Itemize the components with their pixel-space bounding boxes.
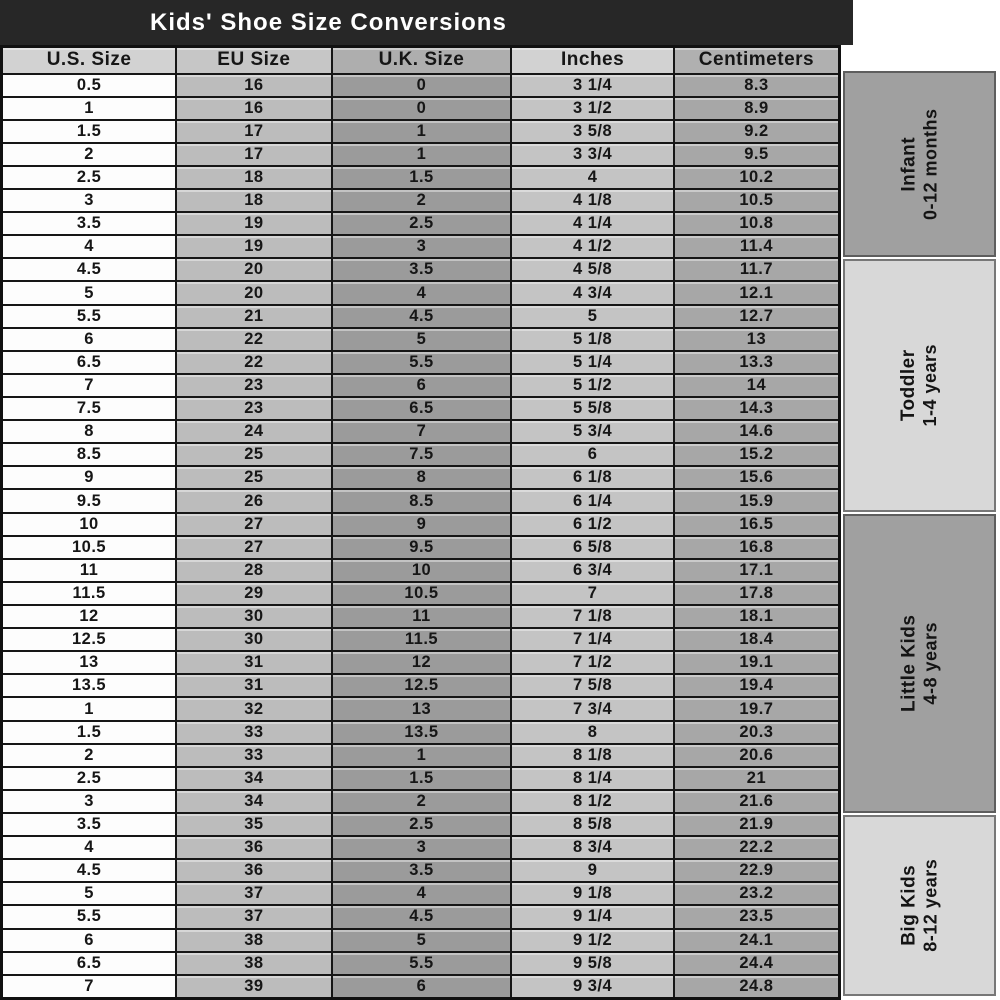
cell-us-size: 4	[2, 235, 177, 258]
cell-inches: 9 3/4	[511, 975, 674, 999]
cell-centimeters: 20.6	[674, 744, 840, 767]
cell-eu-size: 18	[176, 189, 332, 212]
cell-centimeters: 17.8	[674, 582, 840, 605]
cell-us-size: 11	[2, 559, 177, 582]
table-row	[2, 605, 840, 628]
cell-eu-size: 24	[176, 420, 332, 443]
cell-uk-size: 10	[332, 559, 512, 582]
cell-uk-size: 5	[332, 328, 512, 351]
table-row	[2, 305, 840, 328]
size-conversion-table	[0, 45, 841, 1000]
cell-eu-size: 34	[176, 767, 332, 790]
cell-eu-size: 19	[176, 212, 332, 235]
table-row	[2, 744, 840, 767]
cell-uk-size: 3.5	[332, 859, 512, 882]
cell-uk-size: 3	[332, 235, 512, 258]
cell-eu-size: 20	[176, 281, 332, 304]
cell-us-size: 12.5	[2, 628, 177, 651]
cell-uk-size: 5	[332, 929, 512, 952]
table-row	[2, 374, 840, 397]
cell-us-size: 13.5	[2, 674, 177, 697]
table-row	[2, 721, 840, 744]
table-row	[2, 559, 840, 582]
table-row	[2, 813, 840, 836]
column-header-us-size: U.S. Size	[2, 47, 177, 74]
cell-uk-size: 6	[332, 374, 512, 397]
cell-inches: 8 1/4	[511, 767, 674, 790]
cell-eu-size: 35	[176, 813, 332, 836]
cell-inches: 9 1/8	[511, 882, 674, 905]
table-row	[2, 189, 840, 212]
table-row	[2, 328, 840, 351]
cell-inches: 7 1/8	[511, 605, 674, 628]
age-group-range: 1-4 years	[920, 344, 941, 427]
cell-us-size: 11.5	[2, 582, 177, 605]
cell-inches: 8	[511, 721, 674, 744]
table-row	[2, 489, 840, 512]
cell-uk-size: 4	[332, 281, 512, 304]
cell-centimeters: 16.8	[674, 536, 840, 559]
table-row	[2, 929, 840, 952]
cell-us-size: 8.5	[2, 443, 177, 466]
cell-us-size: 10.5	[2, 536, 177, 559]
cell-inches: 9 1/4	[511, 905, 674, 928]
cell-us-size: 2	[2, 143, 177, 166]
cell-us-size: 2.5	[2, 767, 177, 790]
cell-centimeters: 8.9	[674, 97, 840, 120]
column-header-eu-size: EU Size	[176, 47, 332, 74]
cell-eu-size: 18	[176, 166, 332, 189]
cell-us-size: 5.5	[2, 305, 177, 328]
table-row	[2, 235, 840, 258]
cell-centimeters: 16.5	[674, 513, 840, 536]
cell-uk-size: 8	[332, 466, 512, 489]
age-group-name: Infant	[898, 136, 920, 192]
cell-centimeters: 9.2	[674, 120, 840, 143]
cell-centimeters: 23.2	[674, 882, 840, 905]
cell-eu-size: 29	[176, 582, 332, 605]
cell-uk-size: 4.5	[332, 905, 512, 928]
cell-centimeters: 10.2	[674, 166, 840, 189]
cell-eu-size: 37	[176, 905, 332, 928]
table-row	[2, 513, 840, 536]
cell-centimeters: 11.7	[674, 258, 840, 281]
cell-eu-size: 16	[176, 97, 332, 120]
cell-inches: 7	[511, 582, 674, 605]
age-group-toddler	[843, 259, 996, 512]
cell-us-size: 3.5	[2, 212, 177, 235]
cell-eu-size: 17	[176, 143, 332, 166]
cell-uk-size: 1	[332, 120, 512, 143]
age-group-label	[898, 859, 941, 952]
cell-eu-size: 26	[176, 489, 332, 512]
cell-uk-size: 9	[332, 513, 512, 536]
cell-centimeters: 10.5	[674, 189, 840, 212]
cell-centimeters: 22.2	[674, 836, 840, 859]
cell-centimeters: 18.4	[674, 628, 840, 651]
cell-centimeters: 14	[674, 374, 840, 397]
cell-us-size: 5	[2, 882, 177, 905]
cell-inches: 3 3/4	[511, 143, 674, 166]
cell-inches: 6 3/4	[511, 559, 674, 582]
cell-inches: 6	[511, 443, 674, 466]
age-group-infant	[843, 71, 996, 257]
cell-centimeters: 10.8	[674, 212, 840, 235]
cell-uk-size: 7.5	[332, 443, 512, 466]
column-header-inches: Inches	[511, 47, 674, 74]
cell-us-size: 0.5	[2, 74, 177, 97]
cell-inches: 8 5/8	[511, 813, 674, 836]
cell-centimeters: 21.9	[674, 813, 840, 836]
cell-us-size: 12	[2, 605, 177, 628]
cell-eu-size: 16	[176, 74, 332, 97]
table-row	[2, 397, 840, 420]
table-row	[2, 674, 840, 697]
cell-inches: 8 1/2	[511, 790, 674, 813]
table-row	[2, 952, 840, 975]
cell-centimeters: 21.6	[674, 790, 840, 813]
age-group-label	[898, 615, 941, 712]
age-group-big-kids	[843, 815, 996, 996]
cell-inches: 5 1/4	[511, 351, 674, 374]
table-row	[2, 120, 840, 143]
age-group-label	[898, 344, 941, 427]
cell-centimeters: 8.3	[674, 74, 840, 97]
cell-inches: 4 5/8	[511, 258, 674, 281]
title-bar	[0, 0, 853, 45]
table-row	[2, 582, 840, 605]
table-row	[2, 651, 840, 674]
page-title: Kids' Shoe Size Conversions	[150, 9, 507, 36]
table-row	[2, 767, 840, 790]
cell-uk-size: 2.5	[332, 212, 512, 235]
cell-centimeters: 15.2	[674, 443, 840, 466]
cell-uk-size: 0	[332, 74, 512, 97]
cell-inches: 5	[511, 305, 674, 328]
cell-centimeters: 15.6	[674, 466, 840, 489]
cell-us-size: 6.5	[2, 952, 177, 975]
cell-uk-size: 3.5	[332, 258, 512, 281]
cell-centimeters: 12.7	[674, 305, 840, 328]
cell-us-size: 1	[2, 97, 177, 120]
cell-us-size: 3	[2, 790, 177, 813]
cell-centimeters: 19.7	[674, 697, 840, 720]
cell-uk-size: 4	[332, 882, 512, 905]
cell-uk-size: 9.5	[332, 536, 512, 559]
cell-centimeters: 21	[674, 767, 840, 790]
cell-centimeters: 13	[674, 328, 840, 351]
cell-us-size: 9	[2, 466, 177, 489]
cell-uk-size: 3	[332, 836, 512, 859]
table-row	[2, 351, 840, 374]
cell-uk-size: 0	[332, 97, 512, 120]
table-row	[2, 790, 840, 813]
table-row	[2, 466, 840, 489]
cell-inches: 3 1/2	[511, 97, 674, 120]
cell-us-size: 6.5	[2, 351, 177, 374]
cell-eu-size: 31	[176, 674, 332, 697]
age-group-range: 4-8 years	[920, 622, 941, 705]
age-group-sidebar	[843, 0, 998, 1000]
cell-centimeters: 24.1	[674, 929, 840, 952]
cell-us-size: 1.5	[2, 120, 177, 143]
cell-centimeters: 19.1	[674, 651, 840, 674]
cell-centimeters: 19.4	[674, 674, 840, 697]
cell-centimeters: 17.1	[674, 559, 840, 582]
cell-centimeters: 13.3	[674, 351, 840, 374]
cell-uk-size: 8.5	[332, 489, 512, 512]
cell-inches: 4 1/8	[511, 189, 674, 212]
cell-centimeters: 24.8	[674, 975, 840, 999]
cell-us-size: 10	[2, 513, 177, 536]
cell-uk-size: 10.5	[332, 582, 512, 605]
cell-eu-size: 34	[176, 790, 332, 813]
cell-us-size: 6	[2, 328, 177, 351]
cell-inches: 3 1/4	[511, 74, 674, 97]
cell-centimeters: 22.9	[674, 859, 840, 882]
table-row	[2, 697, 840, 720]
cell-inches: 5 5/8	[511, 397, 674, 420]
cell-eu-size: 37	[176, 882, 332, 905]
cell-eu-size: 25	[176, 466, 332, 489]
cell-eu-size: 27	[176, 536, 332, 559]
cell-uk-size: 2	[332, 790, 512, 813]
table-row	[2, 836, 840, 859]
cell-eu-size: 25	[176, 443, 332, 466]
cell-uk-size: 1.5	[332, 767, 512, 790]
cell-eu-size: 21	[176, 305, 332, 328]
cell-inches: 7 1/2	[511, 651, 674, 674]
cell-us-size: 4.5	[2, 859, 177, 882]
cell-us-size: 5	[2, 281, 177, 304]
cell-inches: 6 1/4	[511, 489, 674, 512]
table-row	[2, 905, 840, 928]
cell-uk-size: 7	[332, 420, 512, 443]
age-group-little-kids	[843, 514, 996, 813]
cell-centimeters: 15.9	[674, 489, 840, 512]
cell-uk-size: 11	[332, 605, 512, 628]
cell-inches: 7 1/4	[511, 628, 674, 651]
column-header-uk-size: U.K. Size	[332, 47, 512, 74]
cell-eu-size: 31	[176, 651, 332, 674]
age-group-range: 0-12 months	[920, 108, 941, 220]
cell-eu-size: 33	[176, 744, 332, 767]
cell-eu-size: 39	[176, 975, 332, 999]
table-row	[2, 74, 840, 97]
cell-inches: 5 3/4	[511, 420, 674, 443]
cell-eu-size: 28	[176, 559, 332, 582]
cell-us-size: 1.5	[2, 721, 177, 744]
cell-inches: 6 5/8	[511, 536, 674, 559]
cell-eu-size: 30	[176, 628, 332, 651]
cell-centimeters: 18.1	[674, 605, 840, 628]
cell-inches: 5 1/8	[511, 328, 674, 351]
cell-inches: 3 5/8	[511, 120, 674, 143]
cell-eu-size: 27	[176, 513, 332, 536]
cell-uk-size: 12	[332, 651, 512, 674]
cell-eu-size: 30	[176, 605, 332, 628]
cell-inches: 6 1/8	[511, 466, 674, 489]
table-body	[2, 74, 840, 999]
cell-inches: 9 5/8	[511, 952, 674, 975]
cell-uk-size: 2	[332, 189, 512, 212]
cell-uk-size: 13	[332, 697, 512, 720]
cell-uk-size: 6.5	[332, 397, 512, 420]
cell-eu-size: 17	[176, 120, 332, 143]
cell-centimeters: 12.1	[674, 281, 840, 304]
cell-eu-size: 38	[176, 929, 332, 952]
cell-centimeters: 23.5	[674, 905, 840, 928]
cell-eu-size: 20	[176, 258, 332, 281]
cell-inches: 7 5/8	[511, 674, 674, 697]
age-group-name: Big Kids	[898, 864, 920, 947]
cell-eu-size: 36	[176, 836, 332, 859]
cell-us-size: 1	[2, 697, 177, 720]
cell-us-size: 3	[2, 189, 177, 212]
cell-centimeters: 20.3	[674, 721, 840, 744]
cell-centimeters: 14.6	[674, 420, 840, 443]
table-row	[2, 882, 840, 905]
cell-inches: 6 1/2	[511, 513, 674, 536]
cell-us-size: 7	[2, 975, 177, 999]
cell-inches: 4 1/2	[511, 235, 674, 258]
cell-uk-size: 12.5	[332, 674, 512, 697]
table-row	[2, 212, 840, 235]
cell-uk-size: 6	[332, 975, 512, 999]
cell-inches: 8 3/4	[511, 836, 674, 859]
cell-us-size: 8	[2, 420, 177, 443]
cell-us-size: 4.5	[2, 258, 177, 281]
cell-uk-size: 5.5	[332, 952, 512, 975]
cell-eu-size: 23	[176, 397, 332, 420]
cell-eu-size: 36	[176, 859, 332, 882]
table-row	[2, 143, 840, 166]
cell-inches: 9	[511, 859, 674, 882]
cell-centimeters: 14.3	[674, 397, 840, 420]
cell-uk-size: 11.5	[332, 628, 512, 651]
age-group-range: 8-12 years	[920, 858, 941, 953]
table-row	[2, 536, 840, 559]
cell-uk-size: 1.5	[332, 166, 512, 189]
cell-inches: 4 1/4	[511, 212, 674, 235]
table-row	[2, 975, 840, 999]
cell-eu-size: 33	[176, 721, 332, 744]
cell-us-size: 3.5	[2, 813, 177, 836]
cell-us-size: 2.5	[2, 166, 177, 189]
table-row	[2, 443, 840, 466]
cell-uk-size: 2.5	[332, 813, 512, 836]
cell-eu-size: 32	[176, 697, 332, 720]
cell-us-size: 9.5	[2, 489, 177, 512]
age-group-name: Little Kids	[898, 614, 920, 713]
table-row	[2, 628, 840, 651]
cell-us-size: 4	[2, 836, 177, 859]
age-group-label	[898, 108, 941, 220]
cell-eu-size: 22	[176, 351, 332, 374]
cell-inches: 7 3/4	[511, 697, 674, 720]
cell-uk-size: 1	[332, 744, 512, 767]
table-row	[2, 859, 840, 882]
cell-uk-size: 5.5	[332, 351, 512, 374]
cell-eu-size: 23	[176, 374, 332, 397]
cell-inches: 4 3/4	[511, 281, 674, 304]
cell-centimeters: 24.4	[674, 952, 840, 975]
cell-us-size: 7.5	[2, 397, 177, 420]
cell-inches: 4	[511, 166, 674, 189]
table-header	[2, 47, 840, 74]
table-row	[2, 258, 840, 281]
cell-centimeters: 9.5	[674, 143, 840, 166]
column-header-centimeters: Centimeters	[674, 47, 840, 74]
age-group-name: Toddler	[898, 349, 920, 422]
cell-uk-size: 4.5	[332, 305, 512, 328]
cell-us-size: 2	[2, 744, 177, 767]
cell-uk-size: 13.5	[332, 721, 512, 744]
table-row	[2, 97, 840, 120]
cell-us-size: 6	[2, 929, 177, 952]
header-row	[2, 47, 840, 74]
cell-uk-size: 1	[332, 143, 512, 166]
table-row	[2, 420, 840, 443]
table-row	[2, 281, 840, 304]
cell-inches: 5 1/2	[511, 374, 674, 397]
cell-us-size: 7	[2, 374, 177, 397]
cell-eu-size: 19	[176, 235, 332, 258]
cell-inches: 9 1/2	[511, 929, 674, 952]
cell-us-size: 13	[2, 651, 177, 674]
cell-eu-size: 22	[176, 328, 332, 351]
cell-centimeters: 11.4	[674, 235, 840, 258]
cell-us-size: 5.5	[2, 905, 177, 928]
cell-inches: 8 1/8	[511, 744, 674, 767]
cell-eu-size: 38	[176, 952, 332, 975]
table-row	[2, 166, 840, 189]
